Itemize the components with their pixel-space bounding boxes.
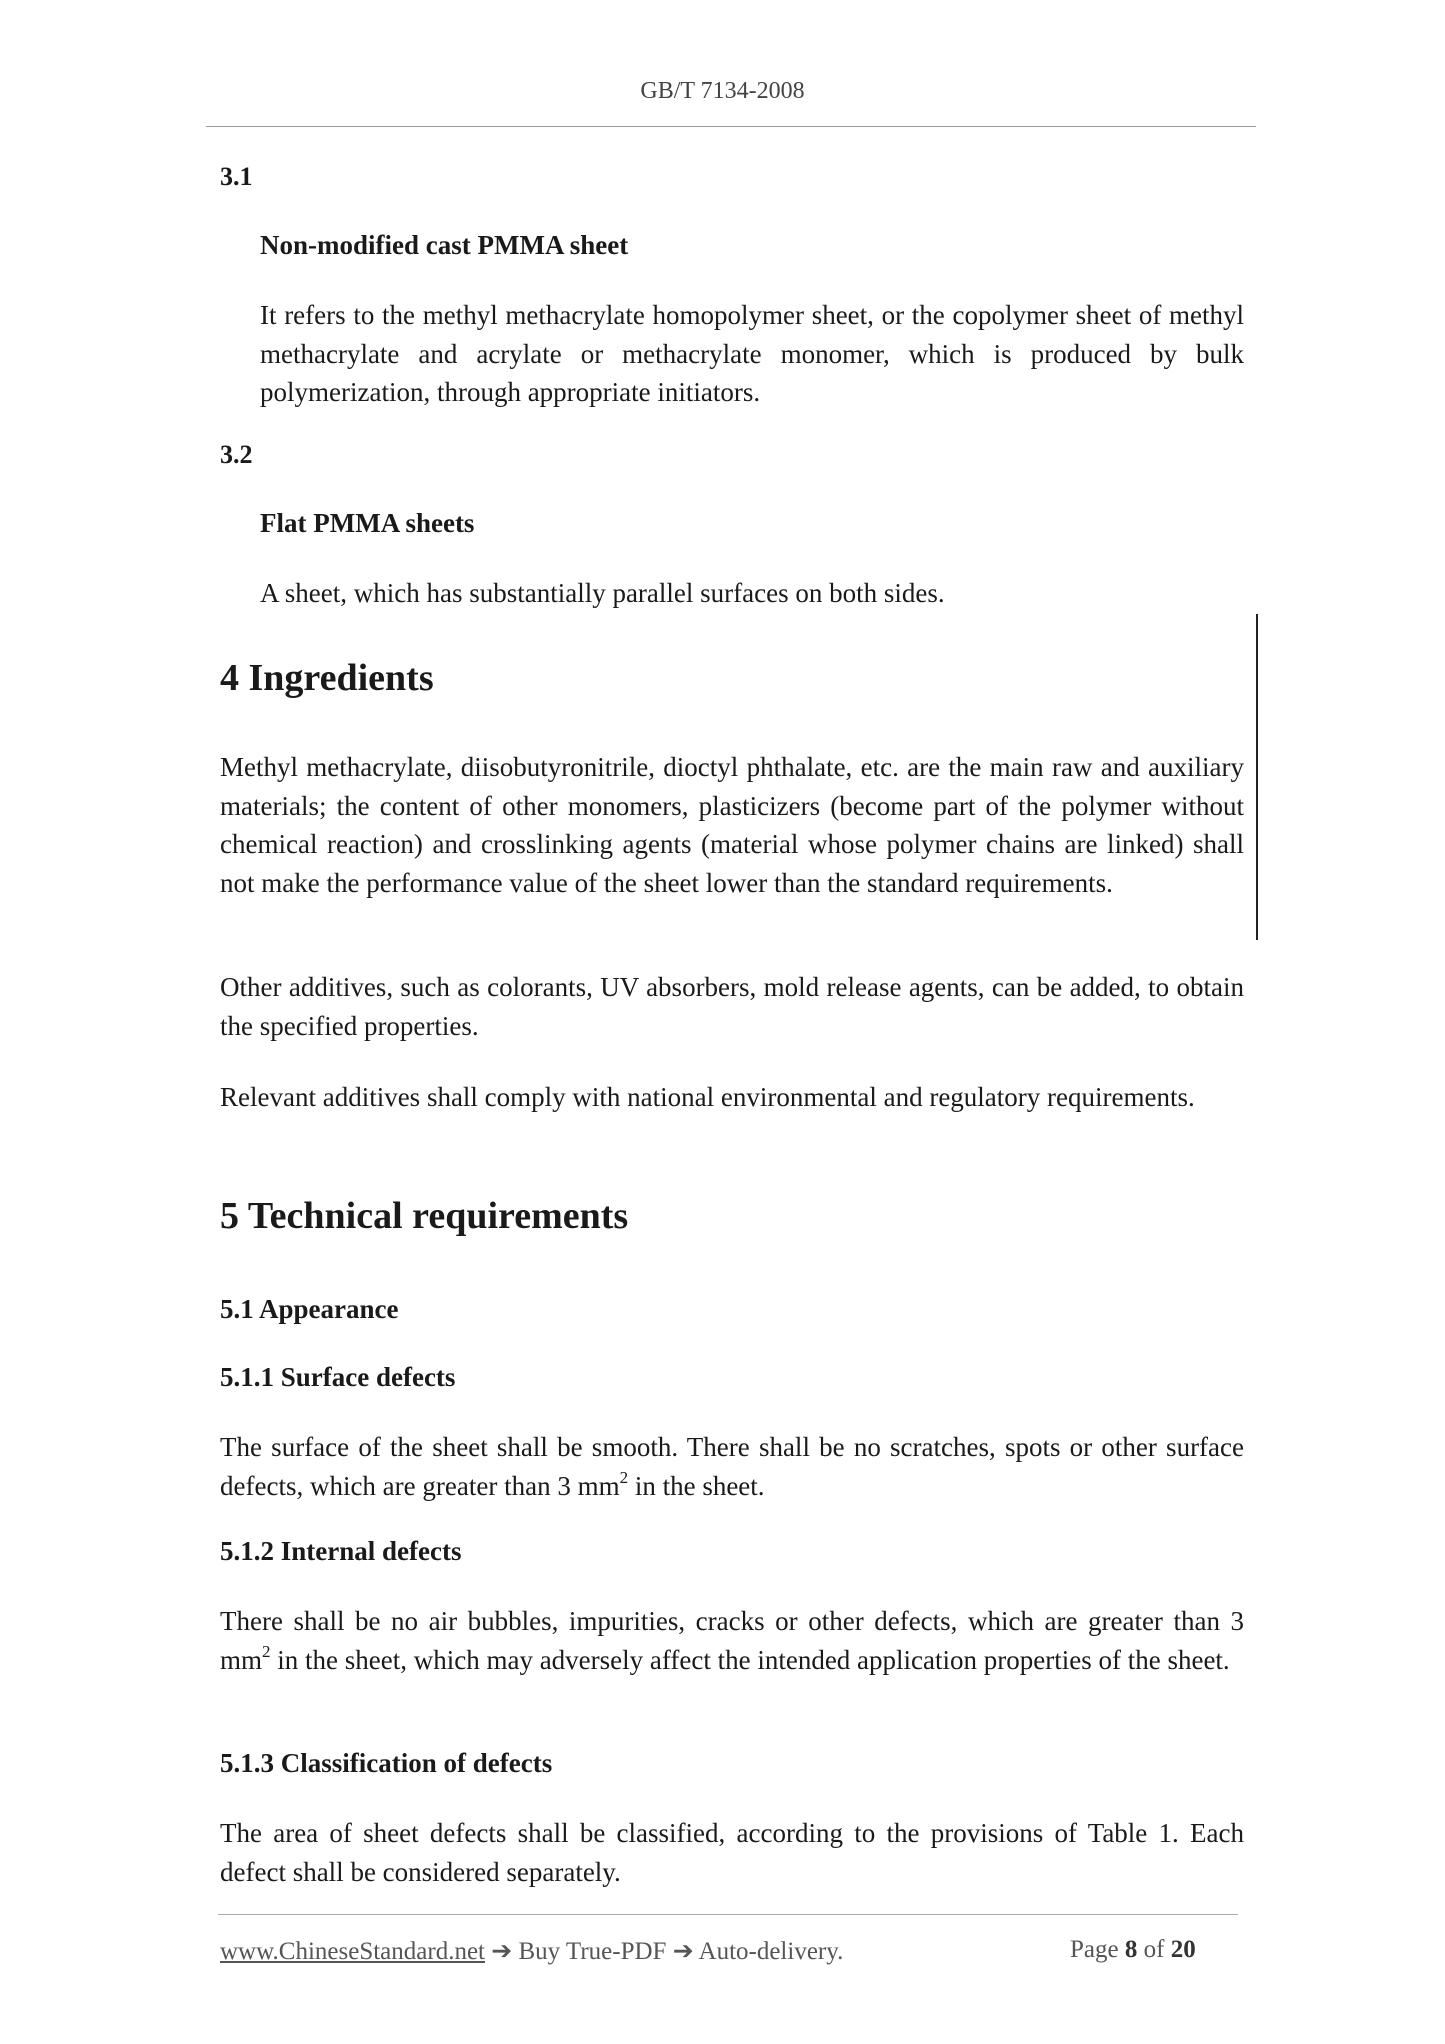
term-number-3-2: 3.2 bbox=[220, 440, 253, 469]
buy-pdf-text: Buy True-PDF bbox=[518, 1938, 667, 1965]
term-number-3-1: 3.1 bbox=[220, 162, 253, 191]
section-5-1-1-heading: 5.1.1 Surface defects bbox=[220, 1362, 456, 1392]
section-5-1-3-heading: 5.1.3 Classification of defects bbox=[220, 1748, 553, 1778]
page-label: Page bbox=[1070, 1936, 1119, 1963]
term-title-3-1: Non-modified cast PMMA sheet bbox=[260, 230, 629, 260]
section-4-paragraph-2: Other additives, such as colorants, UV absorbers, mold release agents, can be added, to obtain the specified properties. bbox=[220, 972, 1244, 1041]
page-number: 8 bbox=[1124, 1936, 1138, 1963]
section-4-paragraph-3: Relevant additives shall comply with national environmental and regulatory requirements. bbox=[220, 1082, 1195, 1112]
page-indicator bbox=[1070, 1936, 1196, 1964]
arrow-right-icon: ➔ bbox=[491, 1938, 513, 1965]
superscript-2: 2 bbox=[262, 1641, 271, 1661]
auto-delivery-text: Auto-delivery. bbox=[698, 1938, 844, 1965]
page-total: 20 bbox=[1170, 1936, 1196, 1963]
section-4-paragraph-1: Methyl methacrylate, diisobutyronitrile, dioctyl phthalate, etc. are the main raw and auxiliary materials; the content of other monomers, plasticizers (become part of the polymer without chemical reaction) and crosslinking agents (material whose polymer chains are linked) shall not make the performance value of the sheet lower than the standard requirements. bbox=[220, 752, 1244, 898]
section-5-1-2-text-end: in the sheet, which may adversely affect the intended application properties of the sheet. bbox=[270, 1644, 1230, 1675]
section-5-1-2-heading: 5.1.2 Internal defects bbox=[220, 1536, 462, 1566]
term-definition-3-2: A sheet, which has substantially parallel surfaces on both sides. bbox=[260, 578, 945, 608]
footer-rule bbox=[218, 1914, 1238, 1915]
section-5-1-1-text-end: in the sheet. bbox=[628, 1470, 765, 1501]
website-link[interactable]: www.ChineseStandard.net bbox=[220, 1938, 485, 1965]
section-5-1-1-paragraph bbox=[220, 1428, 1244, 1505]
footer-promo bbox=[220, 1936, 843, 1966]
section-4-heading: 4 Ingredients bbox=[220, 657, 434, 699]
section-5-heading: 5 Technical requirements bbox=[220, 1195, 629, 1237]
arrow-right-icon: ➔ bbox=[672, 1938, 694, 1965]
header-rule bbox=[206, 126, 1256, 127]
document-code-header: GB/T 7134-2008 bbox=[640, 78, 805, 104]
section-5-1-2-text: There shall be no air bubbles, impurities, cracks or other defects, which are greater than 3 mm bbox=[220, 1606, 1244, 1675]
section-5-1-2-paragraph bbox=[220, 1602, 1244, 1679]
term-title-3-2: Flat PMMA sheets bbox=[260, 508, 475, 538]
section-5-1-3-paragraph: The area of sheet defects shall be classified, according to the provisions of Table 1. Each defect shall be considered separately. bbox=[220, 1818, 1244, 1887]
superscript-2: 2 bbox=[619, 1467, 629, 1487]
of-label: of bbox=[1143, 1936, 1165, 1963]
change-bar bbox=[1256, 614, 1258, 940]
term-definition-3-1: It refers to the methyl methacrylate homopolymer sheet, or the copolymer sheet of methyl methacrylate and acrylate or methacrylate monomer, which is produced by bulk polymerization, through appropriate initiators. bbox=[260, 300, 1244, 407]
section-5-1-1-text: The surface of the sheet shall be smooth. There shall be no scratches, spots or other surface defects, which are greater than 3 mm bbox=[220, 1432, 1244, 1501]
section-5-1-heading: 5.1 Appearance bbox=[220, 1294, 399, 1324]
